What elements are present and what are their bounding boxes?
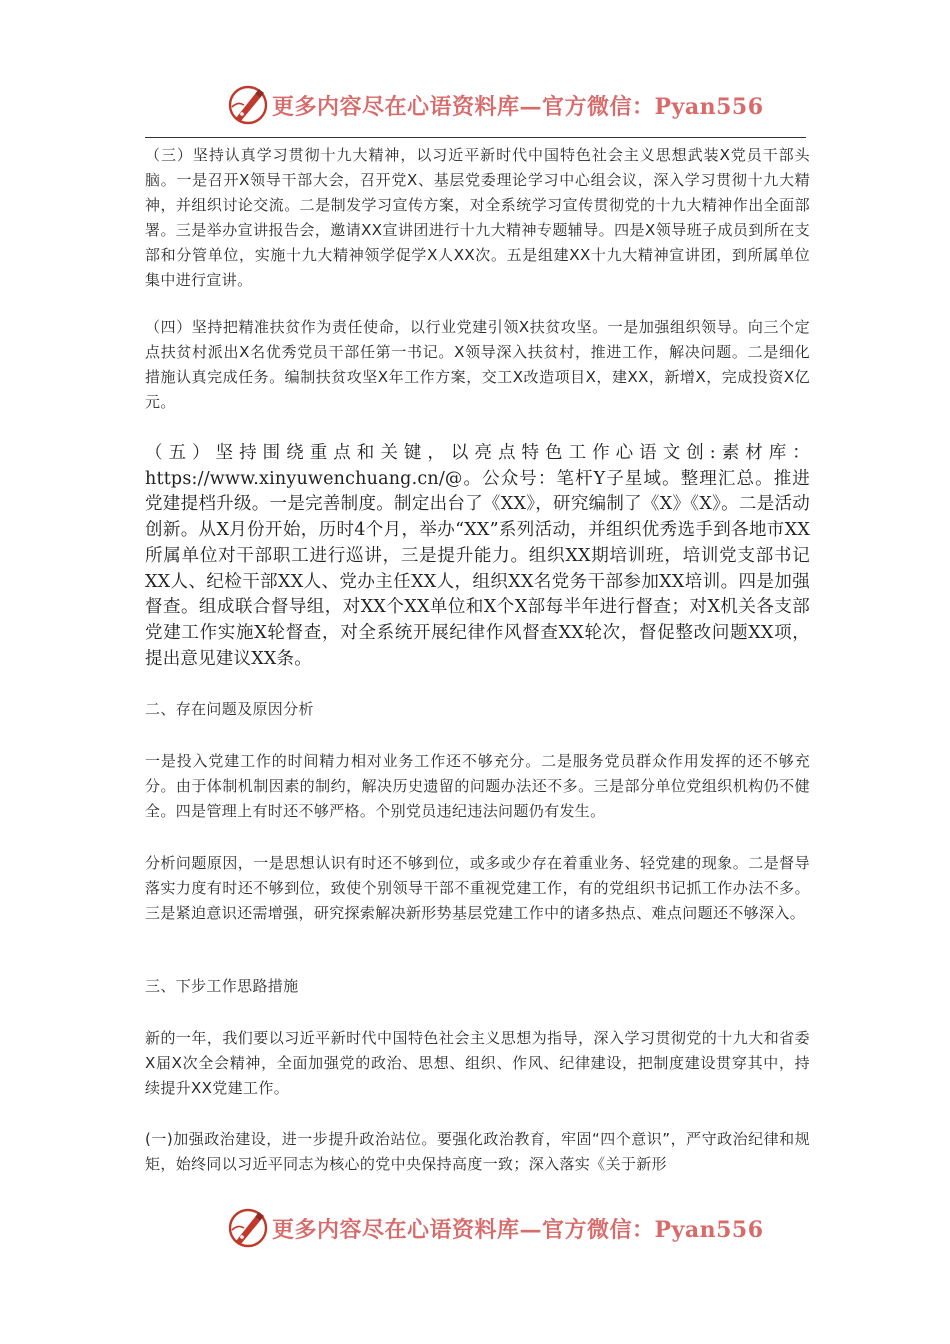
fountain-pen-logo-icon bbox=[226, 1206, 270, 1250]
header-banner bbox=[226, 80, 764, 130]
paragraph-problems: 一是投入党建工作的时间精力相对业务工作还不够充分。二是服务党员群众作用发挥的还不够充分。由于体制机制因素的制约，解决历史遗留的问题办法还不多。三是部分单位党组织机构仍不健全。四是管理上有时还不够严格。个别党员违纪违法问题仍有发生。 bbox=[145, 752, 810, 820]
heading-problems-analysis: 二、存在问题及原因分析 bbox=[145, 700, 314, 718]
fountain-pen-logo-icon bbox=[226, 83, 270, 127]
header-divider bbox=[145, 137, 806, 138]
paragraph-new-year-plan: 新的一年，我们要以习近平新时代中国特色社会主义思想为指导，深入学习贯彻党的十九大和省委X届X次全会精神，全面加强党的政治、思想、组织、作风、纪律建设，把制度建设贯穿其中，持续提升XX党建工作。 bbox=[145, 1029, 810, 1097]
paragraph-political-building: (一)加强政治建设，进一步提升政治站位。要强化政治教育，牢固“四个意识”，严守政治纪律和规矩，始终同以习近平同志为核心的党中央保持高度一致；深入落实《关于新形 bbox=[145, 1130, 810, 1173]
footer-banner bbox=[226, 1203, 764, 1253]
paragraph-section-3: （三）坚持认真学习贯彻十九大精神，以习近平新时代中国特色社会主义思想武装X党员干部头脑。一是召开X领导干部大会，召开党X、基层党委理论学习中心组会议，深入学习贯彻十九大精神，并组织讨论交流。二是制发学习宣传方案，对全系统学习宣传贯彻党的十九大精神作出全面部署。三是举办宣讲报告会，邀请XX宣讲团进行十九大精神专题辅导。四是X领导班子成员到所在支部和分管单位，实施十九大精神领学促学X人XX次。五是组建XX十九大精神宣讲团，到所属单位集中进行宣讲。 bbox=[145, 146, 810, 289]
footer-banner-text: 更多内容尽在心语资料库—官方微信：Pyan556 bbox=[272, 1216, 764, 1243]
paragraph-section-4: （四）坚持把精准扶贫作为责任使命，以行业党建引领X扶贫攻坚。一是加强组织领导。向三个定点扶贫村派出X名优秀党员干部任第一书记。X领导深入扶贫村，推进工作，解决问题。二是细化措施认真完成任务。编制扶贫攻坚X年工作方案，交工X改造项目X，建XX，新增X，完成投资X亿元。 bbox=[145, 318, 810, 411]
paragraph-section-5: （五）坚持围绕重点和关键，以亮点特色工作心语文创:素材库：https://www.xinyuwenchuang.cn/@。公众号：笔杆Y子星域。整理汇总。推进党建提档升级。一是完善制度。制定出台了《XX》，研究编制了《X》《X》。二是活动创新。从X月份开始，历时4个月，举办“XX”系列活动，并组织优秀选手到各地市XX所属单位对干部职工进行巡讲，三是提升能力。组织XX期培训班，培训党支部书记XX人、纪检干部XX人、党办主任XX人，组织XX名党务干部参加XX培训。四是加强督查。组成联合督导组，对XX个XX单位和X个X部每半年进行督查；对X机关各支部党建工作实施X轮督查，对全系统开展纪律作风督查XX轮次，督促整改问题XX项，提出意见建议XX条。 bbox=[145, 443, 810, 669]
header-banner-text: 更多内容尽在心语资料库—官方微信：Pyan556 bbox=[272, 93, 764, 120]
document-body bbox=[145, 143, 810, 1177]
paragraph-causes: 分析问题原因，一是思想认识有时还不够到位，或多或少存在着重业务、轻党建的现象。二是督导落实力度有时还不够到位，致使个别领导干部不重视党建工作，有的党组织书记抓工作办法不多。三是紧迫意识还需增强，研究探索解决新形势基层党建工作中的诸多热点、难点问题还不够深入。 bbox=[145, 854, 810, 922]
heading-next-steps: 三、下步工作思路措施 bbox=[145, 977, 299, 995]
